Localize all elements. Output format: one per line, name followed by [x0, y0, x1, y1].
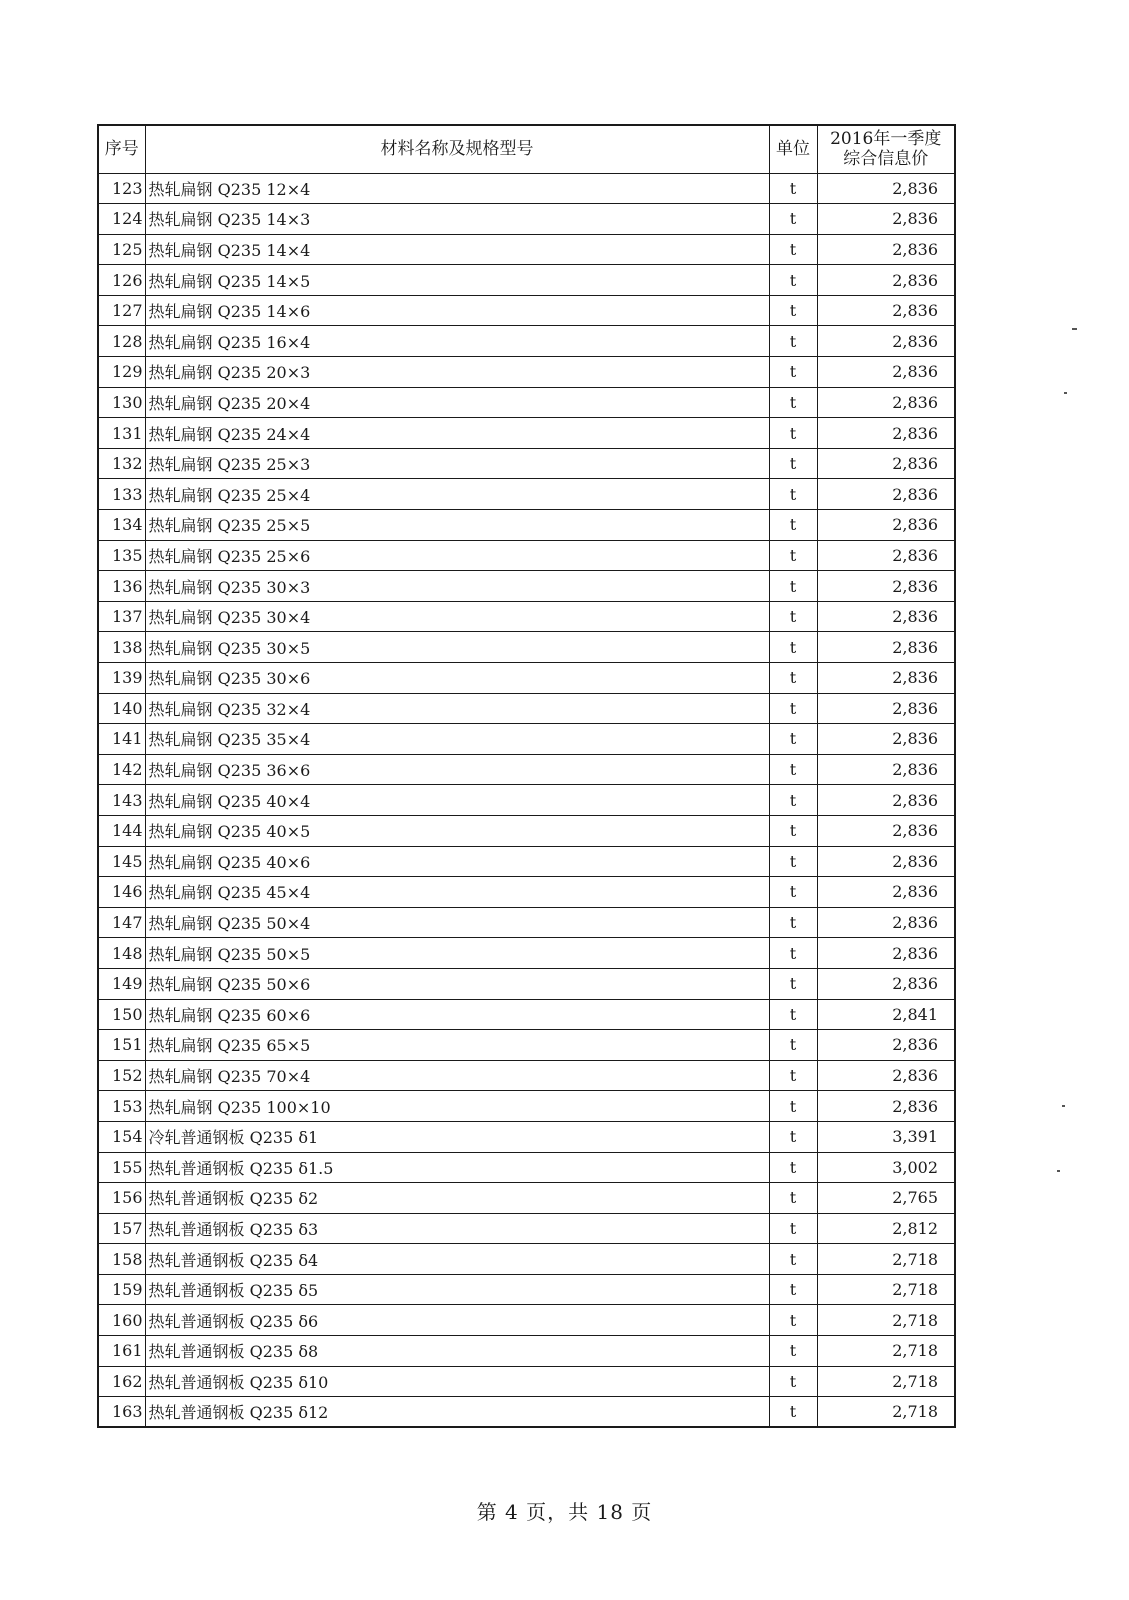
cell-serial-no: 136 — [98, 571, 145, 602]
cell-material-name: 热轧扁钢 Q235 16×4 — [145, 326, 769, 357]
cell-material-name: 热轧扁钢 Q235 25×3 — [145, 448, 769, 479]
cell-price: 2,836 — [817, 632, 955, 663]
cell-serial-no: 124 — [98, 204, 145, 235]
cell-price: 2,836 — [817, 601, 955, 632]
cell-price: 2,836 — [817, 846, 955, 877]
cell-material-name: 热轧扁钢 Q235 24×4 — [145, 418, 769, 449]
cell-serial-no: 129 — [98, 357, 145, 388]
cell-price: 2,812 — [817, 1213, 955, 1244]
cell-material-name: 热轧普通钢板 Q235 δ3 — [145, 1213, 769, 1244]
cell-material-name: 热轧扁钢 Q235 20×3 — [145, 357, 769, 388]
cell-unit: t — [769, 724, 817, 755]
cell-unit: t — [769, 754, 817, 785]
cell-material-name: 热轧普通钢板 Q235 δ2 — [145, 1183, 769, 1214]
table-row — [98, 1244, 955, 1275]
cell-price: 2,836 — [817, 510, 955, 541]
table-row — [98, 877, 955, 908]
cell-serial-no: 138 — [98, 632, 145, 663]
cell-material-name: 热轧扁钢 Q235 50×6 — [145, 968, 769, 999]
cell-material-name: 热轧扁钢 Q235 25×6 — [145, 540, 769, 571]
table-row — [98, 326, 955, 357]
cell-serial-no: 159 — [98, 1274, 145, 1305]
cell-price: 2,836 — [817, 173, 955, 204]
cell-price: 2,836 — [817, 387, 955, 418]
cell-price: 2,718 — [817, 1305, 955, 1336]
cell-unit: t — [769, 601, 817, 632]
cell-price: 2,836 — [817, 448, 955, 479]
header-price-line1: 2016年一季度 — [830, 129, 942, 150]
cell-serial-no: 142 — [98, 754, 145, 785]
cell-price: 2,836 — [817, 234, 955, 265]
cell-price: 2,836 — [817, 204, 955, 235]
table-row — [98, 968, 955, 999]
cell-material-name: 热轧普通钢板 Q235 δ10 — [145, 1366, 769, 1397]
table-row — [98, 632, 955, 663]
cell-serial-no: 162 — [98, 1366, 145, 1397]
cell-material-name: 冷轧普通钢板 Q235 δ1 — [145, 1121, 769, 1152]
table-row — [98, 1030, 955, 1061]
cell-material-name: 热轧扁钢 Q235 50×4 — [145, 907, 769, 938]
cell-material-name: 热轧扁钢 Q235 50×5 — [145, 938, 769, 969]
cell-price: 2,836 — [817, 724, 955, 755]
cell-material-name: 热轧普通钢板 Q235 δ5 — [145, 1274, 769, 1305]
cell-price: 2,836 — [817, 938, 955, 969]
header-price-line2: 综合信息价 — [843, 149, 929, 170]
cell-unit: t — [769, 265, 817, 296]
cell-serial-no: 163 — [98, 1397, 145, 1428]
table-row — [98, 601, 955, 632]
table-row — [98, 907, 955, 938]
table-row — [98, 387, 955, 418]
cell-serial-no: 149 — [98, 968, 145, 999]
cell-material-name: 热轧扁钢 Q235 30×6 — [145, 663, 769, 694]
cell-serial-no: 134 — [98, 510, 145, 541]
table-row — [98, 540, 955, 571]
table-row — [98, 295, 955, 326]
scan-mark — [1062, 1105, 1065, 1107]
cell-price: 2,836 — [817, 295, 955, 326]
header-price — [817, 125, 955, 173]
cell-material-name: 热轧普通钢板 Q235 δ4 — [145, 1244, 769, 1275]
table-row — [98, 1091, 955, 1122]
cell-price: 2,765 — [817, 1183, 955, 1214]
cell-serial-no: 128 — [98, 326, 145, 357]
cell-material-name: 热轧扁钢 Q235 36×6 — [145, 754, 769, 785]
table-row — [98, 234, 955, 265]
cell-serial-no: 157 — [98, 1213, 145, 1244]
cell-price: 2,836 — [817, 907, 955, 938]
table-row — [98, 1305, 955, 1336]
table-row — [98, 418, 955, 449]
cell-serial-no: 123 — [98, 173, 145, 204]
cell-unit: t — [769, 1030, 817, 1061]
cell-price: 2,836 — [817, 663, 955, 694]
header-material-name: 材料名称及规格型号 — [145, 125, 769, 173]
table-header — [98, 125, 955, 173]
cell-material-name: 热轧扁钢 Q235 14×6 — [145, 295, 769, 326]
cell-unit: t — [769, 326, 817, 357]
cell-unit: t — [769, 1366, 817, 1397]
cell-price: 2,836 — [817, 1030, 955, 1061]
cell-unit: t — [769, 1397, 817, 1428]
table-row — [98, 510, 955, 541]
table-row — [98, 1336, 955, 1367]
cell-unit: t — [769, 1336, 817, 1367]
cell-price: 2,836 — [817, 815, 955, 846]
cell-unit: t — [769, 173, 817, 204]
cell-price: 2,718 — [817, 1244, 955, 1275]
cell-price: 2,836 — [817, 968, 955, 999]
cell-unit: t — [769, 204, 817, 235]
cell-price: 2,718 — [817, 1274, 955, 1305]
cell-serial-no: 145 — [98, 846, 145, 877]
cell-unit: t — [769, 877, 817, 908]
cell-unit: t — [769, 1121, 817, 1152]
cell-unit: t — [769, 815, 817, 846]
header-serial-no: 序号 — [98, 125, 145, 173]
cell-price: 2,836 — [817, 265, 955, 296]
cell-serial-no: 150 — [98, 999, 145, 1030]
cell-price: 2,836 — [817, 571, 955, 602]
cell-unit: t — [769, 510, 817, 541]
cell-unit: t — [769, 387, 817, 418]
cell-price: 2,836 — [817, 785, 955, 816]
cell-material-name: 热轧扁钢 Q235 100×10 — [145, 1091, 769, 1122]
cell-serial-no: 141 — [98, 724, 145, 755]
cell-price: 3,391 — [817, 1121, 955, 1152]
cell-price: 2,841 — [817, 999, 955, 1030]
cell-unit: t — [769, 357, 817, 388]
cell-unit: t — [769, 785, 817, 816]
cell-material-name: 热轧普通钢板 Q235 δ1.5 — [145, 1152, 769, 1183]
cell-material-name: 热轧扁钢 Q235 32×4 — [145, 693, 769, 724]
cell-serial-no: 130 — [98, 387, 145, 418]
table-row — [98, 1213, 955, 1244]
cell-material-name: 热轧普通钢板 Q235 δ8 — [145, 1336, 769, 1367]
table-row — [98, 357, 955, 388]
cell-serial-no: 151 — [98, 1030, 145, 1061]
cell-material-name: 热轧扁钢 Q235 40×4 — [145, 785, 769, 816]
table-row — [98, 173, 955, 204]
cell-material-name: 热轧普通钢板 Q235 δ6 — [145, 1305, 769, 1336]
page-number: 第 4 页，共 18 页 — [476, 1500, 653, 1524]
table-row — [98, 571, 955, 602]
cell-serial-no: 131 — [98, 418, 145, 449]
cell-serial-no: 160 — [98, 1305, 145, 1336]
table-row — [98, 663, 955, 694]
cell-material-name: 热轧扁钢 Q235 60×6 — [145, 999, 769, 1030]
cell-serial-no: 146 — [98, 877, 145, 908]
cell-price: 2,718 — [817, 1336, 955, 1367]
cell-unit: t — [769, 540, 817, 571]
cell-unit: t — [769, 571, 817, 602]
cell-material-name: 热轧扁钢 Q235 30×5 — [145, 632, 769, 663]
cell-serial-no: 139 — [98, 663, 145, 694]
cell-serial-no: 143 — [98, 785, 145, 816]
cell-serial-no: 132 — [98, 448, 145, 479]
table-row — [98, 1152, 955, 1183]
cell-serial-no: 140 — [98, 693, 145, 724]
cell-serial-no: 155 — [98, 1152, 145, 1183]
cell-unit: t — [769, 999, 817, 1030]
cell-unit: t — [769, 418, 817, 449]
cell-price: 2,836 — [817, 693, 955, 724]
scan-mark — [1064, 392, 1067, 394]
cell-unit: t — [769, 1060, 817, 1091]
table-row — [98, 204, 955, 235]
table-row — [98, 1397, 955, 1428]
cell-serial-no: 161 — [98, 1336, 145, 1367]
table-row — [98, 1121, 955, 1152]
cell-price: 2,836 — [817, 754, 955, 785]
cell-material-name: 热轧扁钢 Q235 20×4 — [145, 387, 769, 418]
cell-material-name: 热轧扁钢 Q235 14×4 — [145, 234, 769, 265]
price-table — [97, 124, 956, 1428]
table-row — [98, 785, 955, 816]
cell-price: 2,836 — [817, 877, 955, 908]
cell-price: 2,836 — [817, 357, 955, 388]
table-row — [98, 1274, 955, 1305]
cell-serial-no: 125 — [98, 234, 145, 265]
cell-serial-no: 126 — [98, 265, 145, 296]
table-row — [98, 724, 955, 755]
cell-material-name: 热轧扁钢 Q235 14×3 — [145, 204, 769, 235]
cell-serial-no: 147 — [98, 907, 145, 938]
cell-material-name: 热轧扁钢 Q235 40×5 — [145, 815, 769, 846]
cell-unit: t — [769, 968, 817, 999]
cell-serial-no: 152 — [98, 1060, 145, 1091]
table-row — [98, 265, 955, 296]
cell-unit: t — [769, 1183, 817, 1214]
table-row — [98, 938, 955, 969]
table-row — [98, 693, 955, 724]
cell-material-name: 热轧扁钢 Q235 30×4 — [145, 601, 769, 632]
cell-material-name: 热轧扁钢 Q235 30×3 — [145, 571, 769, 602]
cell-price: 3,002 — [817, 1152, 955, 1183]
table-row — [98, 479, 955, 510]
cell-price: 2,718 — [817, 1366, 955, 1397]
cell-material-name: 热轧普通钢板 Q235 δ12 — [145, 1397, 769, 1428]
table-row — [98, 999, 955, 1030]
cell-price: 2,836 — [817, 540, 955, 571]
table-row — [98, 815, 955, 846]
table-row — [98, 448, 955, 479]
header-row — [98, 125, 955, 173]
cell-unit: t — [769, 693, 817, 724]
cell-unit: t — [769, 632, 817, 663]
cell-material-name: 热轧扁钢 Q235 14×5 — [145, 265, 769, 296]
scan-mark — [1072, 328, 1077, 330]
header-unit: 单位 — [769, 125, 817, 173]
cell-material-name: 热轧扁钢 Q235 45×4 — [145, 877, 769, 908]
cell-material-name: 热轧扁钢 Q235 35×4 — [145, 724, 769, 755]
cell-material-name: 热轧扁钢 Q235 65×5 — [145, 1030, 769, 1061]
cell-price: 2,836 — [817, 1091, 955, 1122]
cell-price: 2,836 — [817, 326, 955, 357]
cell-unit: t — [769, 938, 817, 969]
cell-price: 2,718 — [817, 1397, 955, 1428]
cell-unit: t — [769, 1152, 817, 1183]
cell-material-name: 热轧扁钢 Q235 12×4 — [145, 173, 769, 204]
cell-serial-no: 135 — [98, 540, 145, 571]
cell-unit: t — [769, 295, 817, 326]
table-row — [98, 1366, 955, 1397]
cell-material-name: 热轧扁钢 Q235 25×4 — [145, 479, 769, 510]
cell-unit: t — [769, 1244, 817, 1275]
cell-serial-no: 133 — [98, 479, 145, 510]
cell-serial-no: 154 — [98, 1121, 145, 1152]
cell-unit: t — [769, 907, 817, 938]
cell-unit: t — [769, 448, 817, 479]
cell-unit: t — [769, 846, 817, 877]
cell-material-name: 热轧扁钢 Q235 25×5 — [145, 510, 769, 541]
cell-unit: t — [769, 479, 817, 510]
scan-mark — [1057, 1170, 1060, 1172]
table-row — [98, 846, 955, 877]
cell-unit: t — [769, 663, 817, 694]
cell-serial-no: 137 — [98, 601, 145, 632]
cell-unit: t — [769, 1091, 817, 1122]
cell-serial-no: 158 — [98, 1244, 145, 1275]
cell-price: 2,836 — [817, 1060, 955, 1091]
table-body — [98, 173, 955, 1427]
cell-serial-no: 127 — [98, 295, 145, 326]
cell-material-name: 热轧扁钢 Q235 40×6 — [145, 846, 769, 877]
cell-unit: t — [769, 1305, 817, 1336]
cell-serial-no: 148 — [98, 938, 145, 969]
cell-unit: t — [769, 1274, 817, 1305]
table-row — [98, 754, 955, 785]
cell-material-name: 热轧扁钢 Q235 70×4 — [145, 1060, 769, 1091]
table-row — [98, 1183, 955, 1214]
table-row — [98, 1060, 955, 1091]
cell-unit: t — [769, 1213, 817, 1244]
cell-price: 2,836 — [817, 479, 955, 510]
cell-price: 2,836 — [817, 418, 955, 449]
cell-unit: t — [769, 234, 817, 265]
cell-serial-no: 144 — [98, 815, 145, 846]
cell-serial-no: 153 — [98, 1091, 145, 1122]
cell-serial-no: 156 — [98, 1183, 145, 1214]
